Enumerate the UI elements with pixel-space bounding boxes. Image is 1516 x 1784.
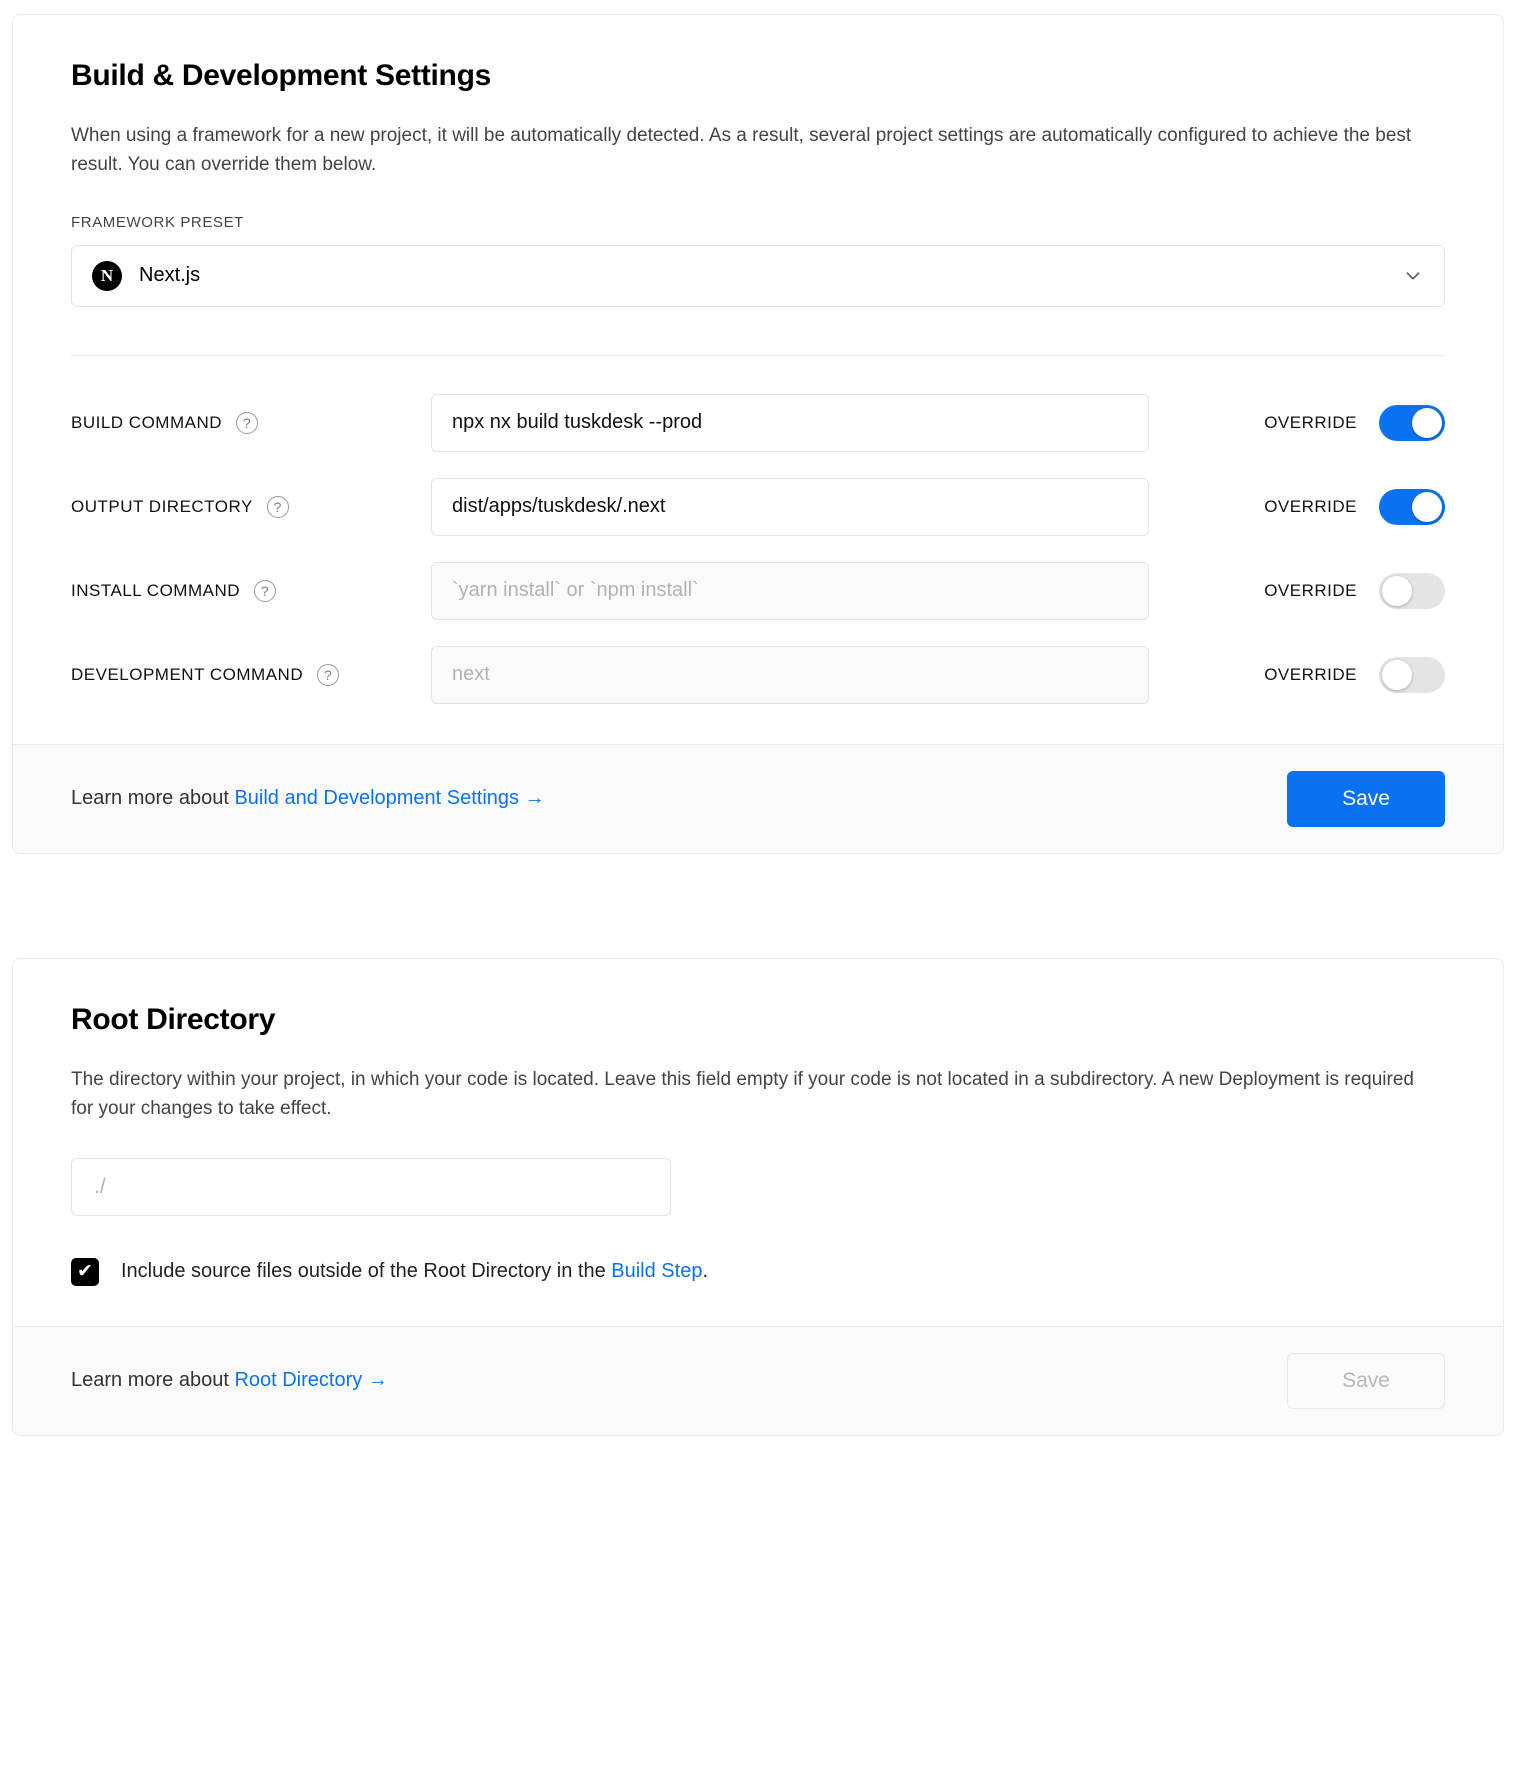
root-directory-input[interactable]	[71, 1158, 671, 1216]
toggle-knob	[1382, 660, 1412, 690]
toggle-knob	[1412, 492, 1442, 522]
install-command-input[interactable]	[431, 562, 1149, 620]
build-settings-learn-more	[71, 787, 545, 810]
root-directory-description: The directory within your project, in which your code is located. Leave this field empty if your code is not located in a subdirectory. A new Deployment is required for your changes to take effect.	[71, 1068, 1414, 1120]
chevron-down-icon	[1402, 265, 1424, 287]
development-command-override-label: OVERRIDE	[1264, 664, 1357, 684]
section-divider	[71, 355, 1445, 356]
output-directory-label-group	[71, 496, 431, 518]
learn-more-prefix: Learn more about	[71, 1369, 235, 1392]
install-command-row	[71, 562, 1445, 620]
build-settings-save-button[interactable]: Save	[1287, 771, 1445, 827]
output-directory-override-label: OVERRIDE	[1264, 496, 1357, 516]
development-command-label-group	[71, 664, 431, 686]
root-directory-card	[12, 958, 1504, 1436]
nextjs-logo-icon: N	[92, 261, 122, 291]
learn-more-prefix: Learn more about	[71, 787, 235, 810]
output-directory-label: OUTPUT DIRECTORY	[71, 496, 253, 516]
root-directory-docs-link[interactable]: Root Directory →	[234, 1369, 388, 1392]
root-directory-learn-more	[71, 1369, 388, 1392]
framework-preset-label: FRAMEWORK PRESET	[71, 213, 244, 231]
root-directory-body	[13, 959, 1503, 1326]
build-command-input[interactable]	[431, 394, 1149, 452]
output-directory-override-toggle[interactable]	[1379, 489, 1445, 525]
build-step-link[interactable]: Build Step	[611, 1260, 703, 1283]
framework-preset-value: Next.js	[139, 264, 201, 287]
build-settings-body	[13, 15, 1503, 744]
build-settings-footer	[13, 744, 1503, 853]
build-command-label: BUILD COMMAND	[71, 412, 223, 432]
build-settings-docs-link[interactable]: Build and Development Settings →	[234, 787, 545, 810]
install-command-override-group	[1264, 573, 1445, 609]
install-command-override-label: OVERRIDE	[1264, 580, 1357, 600]
page-title: Build & Development Settings	[71, 59, 491, 92]
help-icon[interactable]: ?	[254, 580, 276, 602]
root-directory-save-button[interactable]: Save	[1287, 1353, 1445, 1409]
include-source-files-label	[121, 1260, 708, 1283]
development-command-input[interactable]	[431, 646, 1149, 704]
build-settings-card	[12, 14, 1504, 854]
output-directory-row	[71, 478, 1445, 536]
toggle-knob	[1382, 576, 1412, 606]
build-settings-description: When using a framework for a new project, it will be automatically detected. As a result, several project settings are automatically configured to achieve the best result. You can override them below.	[71, 125, 1412, 176]
include-source-files-checkbox[interactable]: ✔	[71, 1258, 99, 1286]
help-icon[interactable]: ?	[236, 412, 258, 434]
root-directory-footer	[13, 1326, 1503, 1435]
include-source-files-text-before: Include source files outside of the Root Directory in the	[121, 1260, 612, 1283]
help-icon[interactable]: ?	[267, 496, 289, 518]
output-directory-override-group	[1264, 489, 1445, 525]
install-command-label-group	[71, 580, 431, 602]
help-icon[interactable]: ?	[317, 664, 339, 686]
development-command-override-group	[1264, 657, 1445, 693]
root-directory-title: Root Directory	[71, 1002, 276, 1036]
include-source-files-row	[71, 1258, 1445, 1286]
build-command-override-label: OVERRIDE	[1264, 412, 1357, 432]
framework-preset-select[interactable]	[71, 245, 1445, 307]
development-command-label: DEVELOPMENT COMMAND	[71, 664, 304, 684]
build-command-row	[71, 394, 1445, 452]
output-directory-input[interactable]	[431, 478, 1149, 536]
build-command-override-toggle[interactable]	[1379, 405, 1445, 441]
install-command-override-toggle[interactable]	[1379, 573, 1445, 609]
build-command-override-group	[1264, 405, 1445, 441]
development-command-override-toggle[interactable]	[1379, 657, 1445, 693]
include-source-files-text-after: .	[702, 1260, 708, 1283]
development-command-row	[71, 646, 1445, 704]
build-command-label-group	[71, 412, 431, 434]
toggle-knob	[1412, 408, 1442, 438]
card-spacer	[12, 854, 1504, 958]
install-command-label: INSTALL COMMAND	[71, 580, 241, 600]
